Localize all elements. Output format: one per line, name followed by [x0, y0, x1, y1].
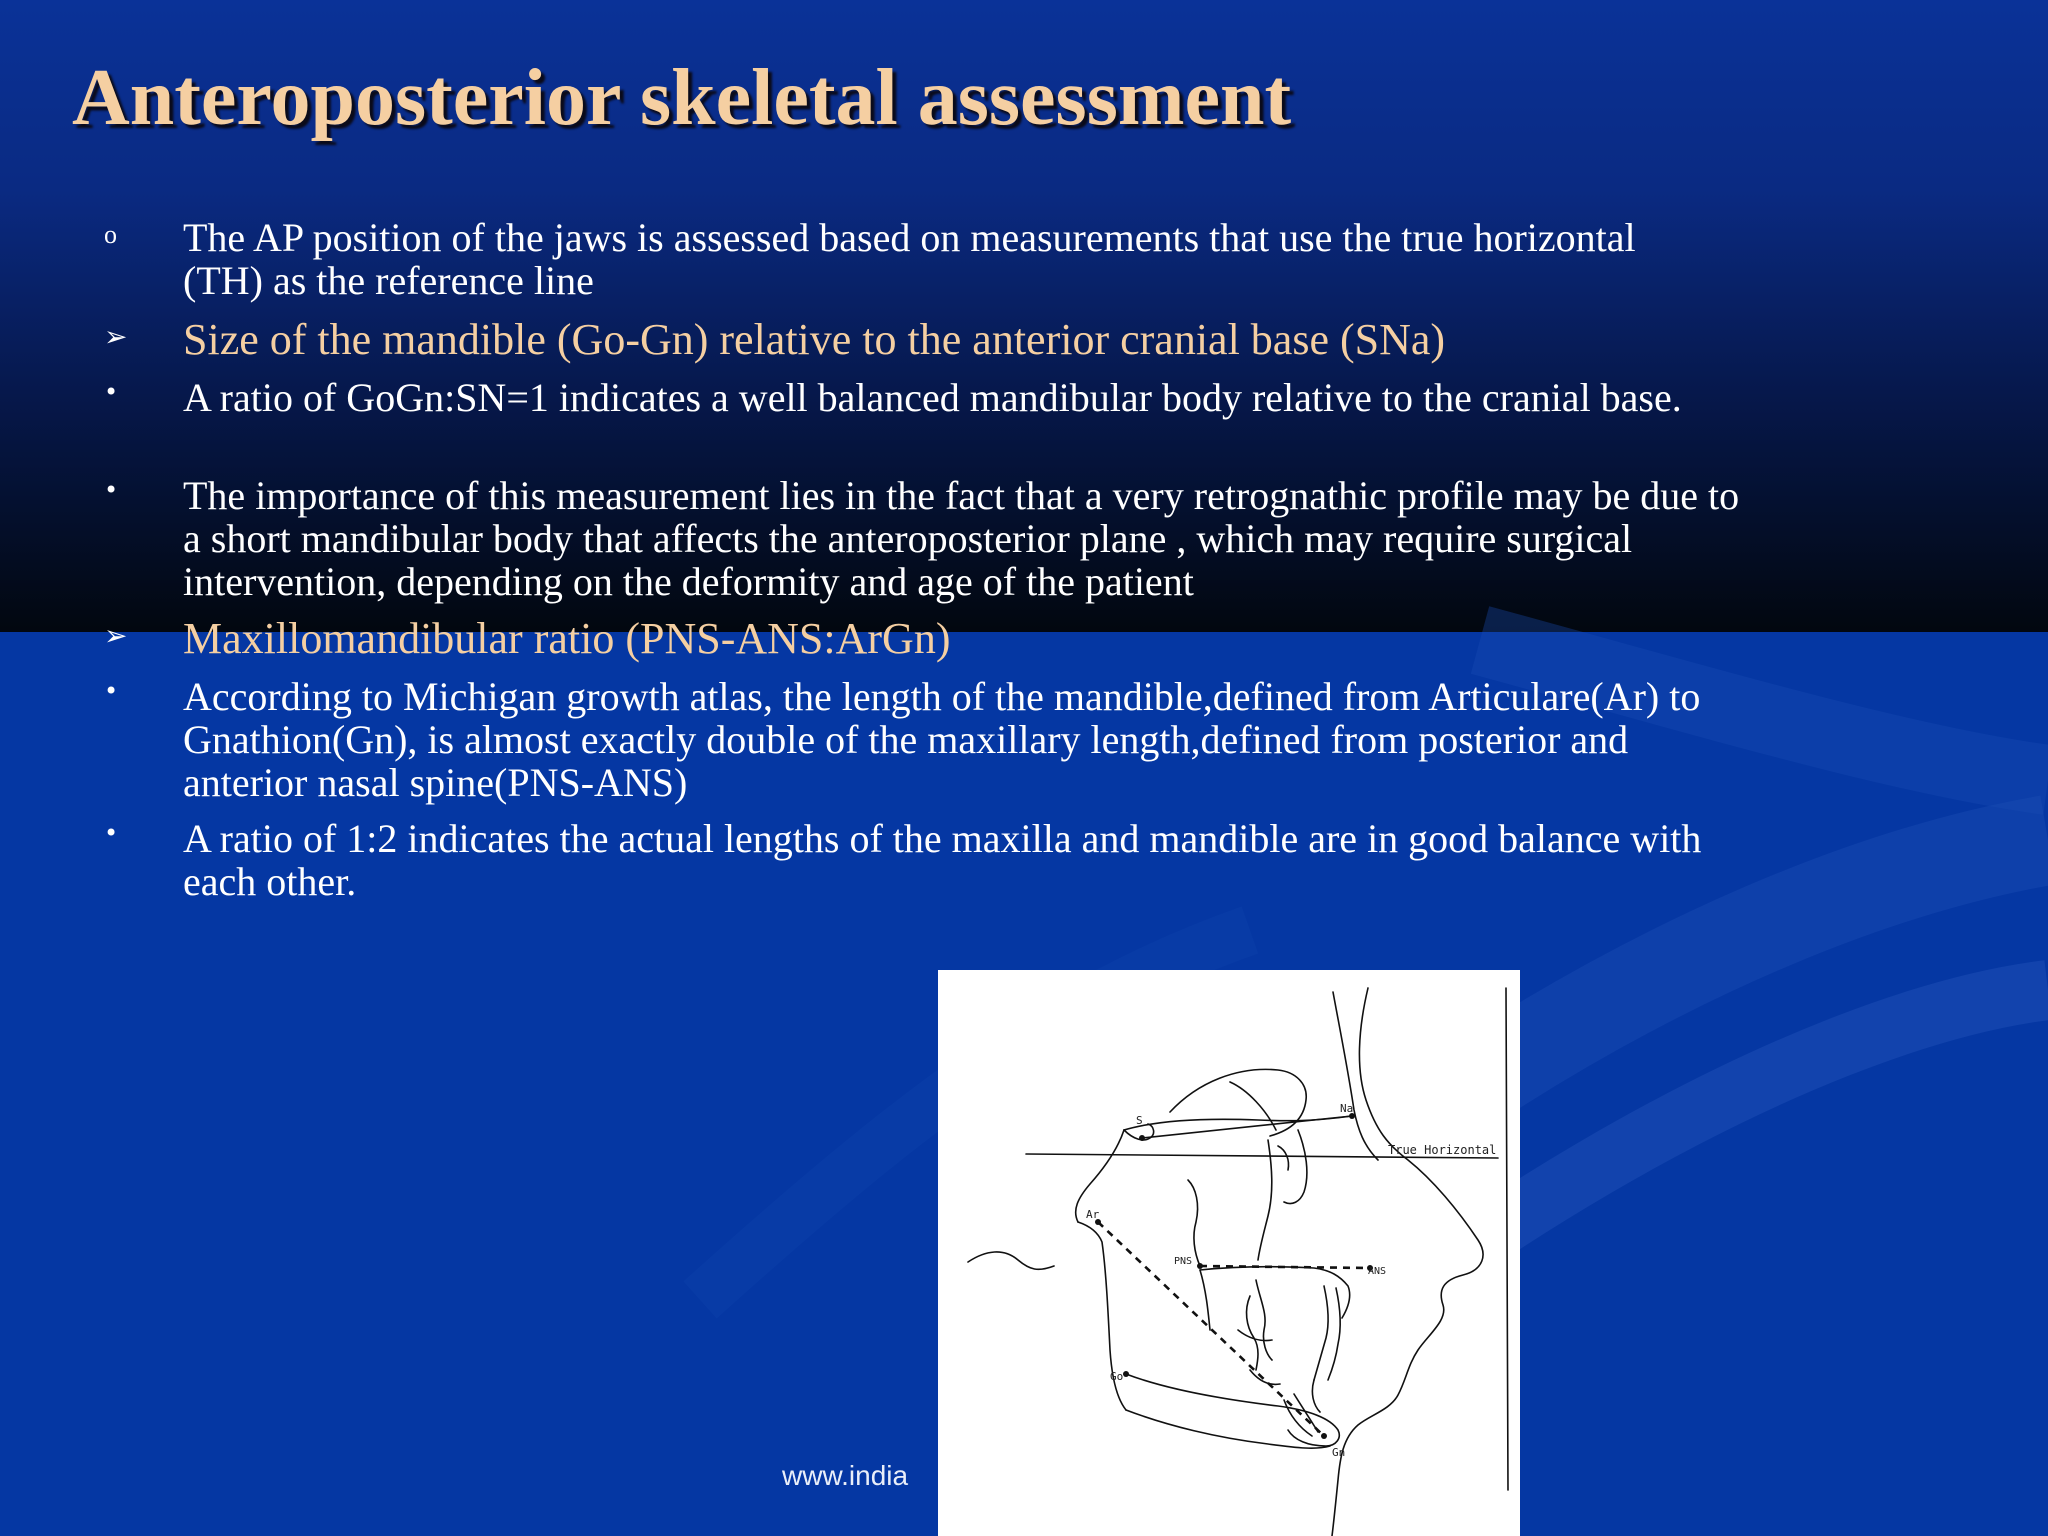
cephalometric-tracing-drawing: [938, 970, 1520, 1536]
footer-url: www.india: [782, 1460, 909, 1491]
label-ans: ANS: [1368, 1266, 1387, 1277]
slide-title: Anteroposterior skeletal assessment: [72, 54, 1292, 142]
bullet-text: A ratio of 1:2 indicates the actual lengths of the maxilla and mandible are in good balance with each other.: [183, 816, 1702, 904]
cephalometric-tracing-figure: [938, 970, 1520, 1536]
bullet-text: A ratio of GoGn:SN=1 indicates a well balanced mandibular body relative to the cranial base.: [183, 375, 1682, 420]
arrow-bullet-icon: ➢: [104, 320, 128, 353]
arrow-bullet-icon: ➢: [104, 619, 128, 652]
label-na: Na: [1340, 1102, 1354, 1115]
bullet-text: The AP position of the jaws is assessed based on measurements that use the true horizontal (TH) as the reference line: [183, 215, 1636, 303]
dot-bullet-icon: •: [104, 677, 119, 705]
bullet-heading-text: Maxillomandibular ratio (PNS-ANS:ArGn): [183, 614, 951, 663]
bullet-text: The importance of this measurement lies in the fact that a very retrognathic profile may be due to a short mandibular body that affects the anteroposterior plane , which may require surgical intervention, depending on the deformity and age of the patient: [183, 473, 1740, 604]
label-pns: PNS: [1174, 1256, 1193, 1267]
label-s: S: [1136, 1114, 1143, 1127]
circle-bullet-icon: o: [104, 220, 117, 249]
bullet-text: According to Michigan growth atlas, the length of the mandible,defined from Articulare(Ar) to Gnathion(Gn), is almost exactly double of the maxillary length,defined from posterior and anterior nasal spine(PNS-ANS): [183, 674, 1701, 805]
label-go: Go: [1110, 1370, 1124, 1383]
dot-bullet-icon: •: [104, 476, 119, 504]
label-ar: Ar: [1086, 1208, 1100, 1221]
label-gn: Gn: [1332, 1446, 1346, 1459]
label-true-horizontal: True Horizontal: [1388, 1143, 1497, 1157]
bullet-heading-text: Size of the mandible (Go-Gn) relative to the anterior cranial base (SNa): [183, 315, 1446, 364]
dot-bullet-icon: •: [104, 819, 119, 847]
dot-bullet-icon: •: [104, 378, 119, 406]
